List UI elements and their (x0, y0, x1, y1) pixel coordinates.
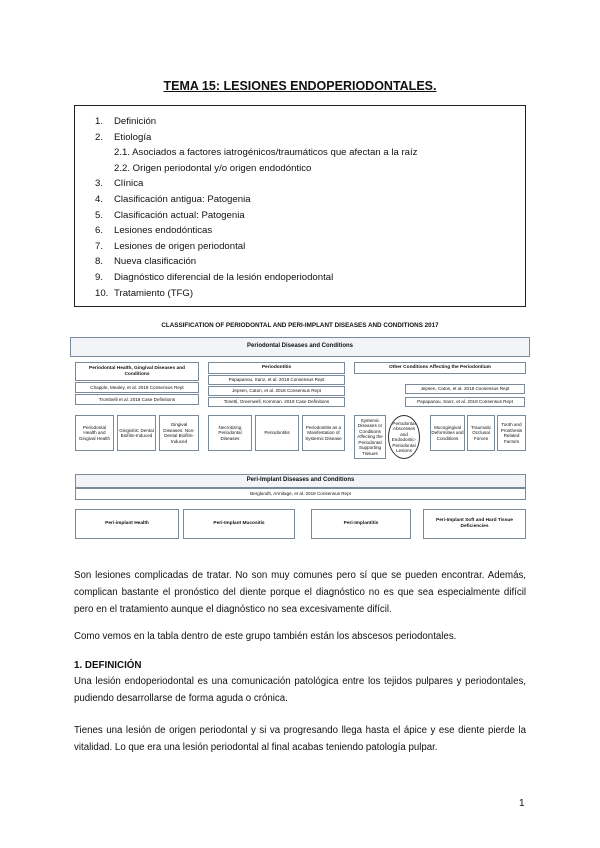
col2-item-2: Periodontitis (255, 415, 299, 451)
col1-item-1: Periodontal Health and Gingival Health (75, 415, 114, 451)
col3-item-4: Traumatic Occlusal Forces (467, 415, 495, 451)
toc-item-number: 8. (95, 256, 104, 268)
paragraph-1: Son lesiones complicadas de tratar. No son muy comunes pero sí que se pueden encontrar. Además, complican bastante el pronóstico del diente porque el diagnóstico no es que sea especialmente difícil pero en el tratamiento aunque el diagnóstico no sea excesivamente difícil. (74, 570, 526, 615)
toc-item-number: 10. (95, 287, 109, 299)
toc-item-number: 7. (95, 240, 104, 252)
toc-item-number: 2. (95, 131, 104, 143)
peri-implant-ref: Berglundh, Armitage, et al. 2018 Consensus Rept (75, 488, 526, 500)
toc-item (95, 130, 417, 146)
col1-ref-2: Trombelli et al. 2018 Case Definitions (75, 394, 199, 405)
toc-item (95, 192, 417, 208)
classification-diagram (70, 337, 530, 547)
toc-item-number: 3. (95, 178, 104, 190)
col2-ref-3: Tonetti, Greenwell, Kornman. 2018 Case Definitions (208, 397, 345, 407)
peri-implant-header: Peri-Implant Diseases and Conditions (75, 474, 526, 488)
peri-item-3: Peri-Implantitis (311, 509, 411, 539)
toc-item (95, 254, 417, 270)
toc-item-label: Nueva clasificación (114, 256, 197, 268)
col3-item-1: Systemic Diseases or Conditions Affecting the Periodontal Supporting Tissues (354, 415, 386, 459)
col1-ref-1: Chapple, Mealey, et al. 2018 Consensus Rept (75, 382, 199, 393)
toc-item (95, 114, 417, 130)
col2-ref-2: Jepsen, Caton, et al. 2018 Consensus Rept (208, 386, 345, 396)
page-title: TEMA 15: LESIONES ENDOPERIODONTALES. (163, 79, 437, 93)
toc-item-label: Lesiones endodónticas (114, 225, 213, 237)
col2-ref-1: Papapanou, Sanz, et al. 2018 Consensus Rept (208, 375, 345, 385)
toc-item-number: 4. (95, 193, 104, 205)
col3-title: Other Conditions Affecting the Periodontium (354, 362, 526, 374)
paragraph-2: Como vemos en la tabla dentro de este grupo también están los abscesos periodontales. (74, 631, 457, 642)
col3-item-5: Tooth and Prosthesis Related Factors (497, 415, 526, 451)
section-heading-definicion: 1. DEFINICIÓN (74, 660, 142, 671)
toc-item (95, 161, 417, 177)
toc-item (95, 286, 417, 302)
toc-item-number: 9. (95, 271, 104, 283)
toc-item-label: Etiología (114, 131, 152, 143)
toc-item (95, 223, 417, 239)
toc-item-label: Clasificación actual: Patogenia (114, 209, 245, 221)
col3-item-2-circled: Periodontal Abscesses and Endodontic-Periodontal Lesions (388, 415, 420, 459)
peri-item-4: Peri-Implant Soft and Hard Tissue Deficiencies (423, 509, 526, 539)
toc-item-label: 2.2. Origen periodontal y/o origen endodóntico (114, 162, 312, 174)
toc-list (95, 114, 417, 301)
toc-item-label: Tratamiento (TFG) (114, 287, 194, 299)
toc-item-label: Clínica (114, 178, 144, 190)
col3-ref-2: Papapanou, Sanz, et al. 2018 Consensus Rept (405, 397, 525, 407)
toc-item (95, 208, 417, 224)
table-of-contents (74, 105, 526, 307)
toc-item-number: 1. (95, 116, 104, 127)
col1-item-2: Gingivitis: Dental Biofilm-Induced (117, 415, 156, 451)
toc-item-label: Lesiones de origen periodontal (114, 240, 246, 252)
col2-title: Periodontitis (208, 362, 345, 374)
toc-item (95, 270, 417, 286)
toc-item-number: 6. (95, 225, 104, 237)
toc-item (95, 176, 417, 192)
periodontal-header: Periodontal Diseases and Conditions (70, 337, 530, 357)
col2-item-3: Periodontitis as a Manifestation of Systemic Disease (302, 415, 345, 451)
col1-item-3: Gingival Diseases: Non-Dental Biofilm-Induced (159, 415, 199, 451)
toc-item (95, 239, 417, 255)
toc-item (95, 145, 417, 161)
peri-item-2: Peri-Implant Mucositis (183, 509, 295, 539)
toc-item-label: Diagnóstico diferencial de la lesión endoperiodontal (114, 271, 334, 283)
peri-item-1: Peri-implant Health (75, 509, 179, 539)
toc-item-label: 2.1. Asociados a factores iatrogénicos/traumáticos que afectan a la raíz (114, 147, 418, 159)
col2-item-1: Necrotizing Periodontal Diseases (208, 415, 252, 451)
diagram-title: CLASSIFICATION OF PERIODONTAL AND PERI-IMPLANT DISEASES AND CONDITIONS 2017 (161, 322, 439, 329)
page-number: 1 (519, 798, 525, 809)
col3-ref-1: Jepsen, Caton, et al. 2018 Consensus Rept (405, 384, 525, 394)
toc-item-number: 5. (95, 209, 104, 221)
paragraph-4: Tienes una lesión de origen periodontal y si va progresando llega hasta el ápice y ese diente pierde la vitalidad. Lo que era una lesión periodontal al final acabas teniendo patología pulpar. (74, 725, 526, 753)
toc-item-label: Clasificación antigua: Patogenia (114, 193, 251, 205)
col1-title: Periodontal Health, Gingival Diseases and Conditions (75, 362, 199, 381)
paragraph-3: Una lesión endoperiodontal es una comunicación patológica entre los tejidos pulpares y periodontales, pudiendo desarrollarse de forma aguda o crónica. (74, 676, 526, 704)
toc-item-label: Definición (114, 116, 157, 127)
col3-item-3: Mucogingival Deformities and Conditions (430, 415, 465, 451)
